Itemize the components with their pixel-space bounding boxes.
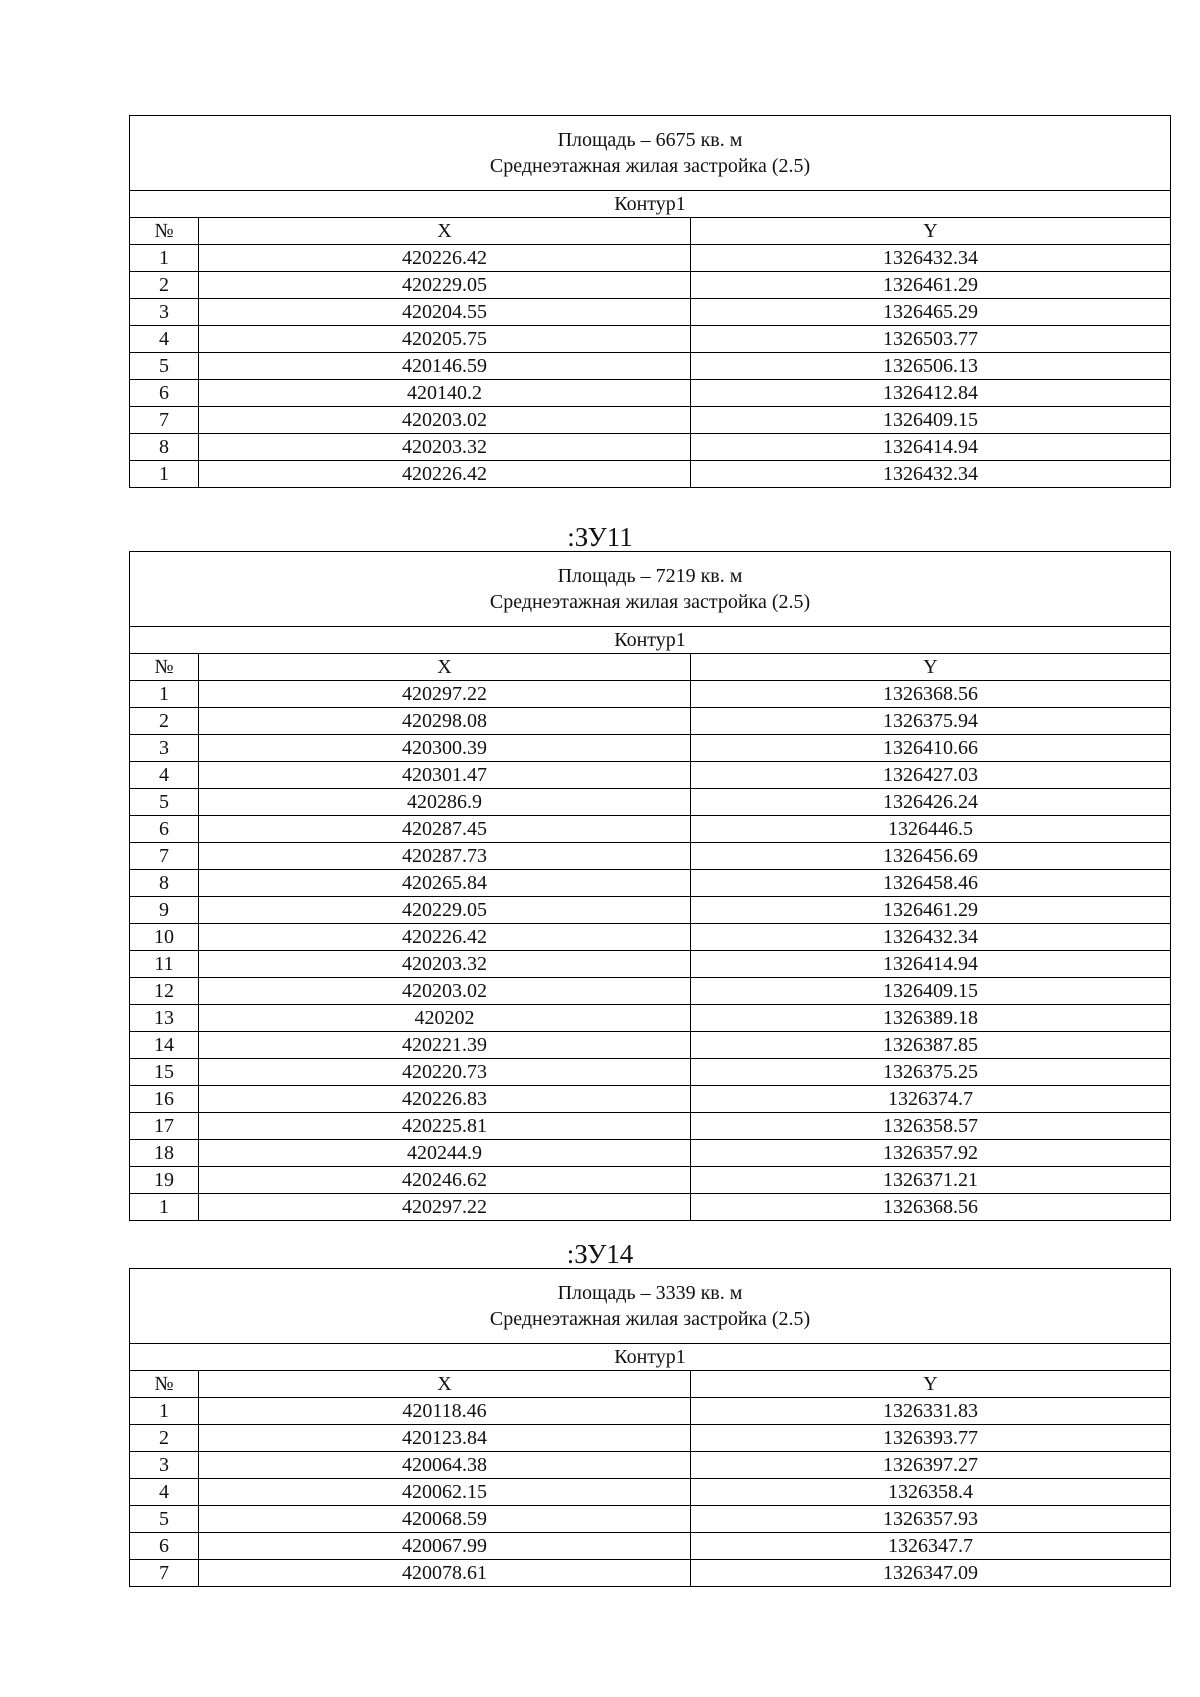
- x-coordinate: 420265.84: [199, 870, 691, 897]
- x-coordinate: 420287.45: [199, 816, 691, 843]
- y-coordinate: 1326371.21: [691, 1167, 1171, 1194]
- x-coordinate: 420062.15: [199, 1479, 691, 1506]
- x-coordinate: 420202: [199, 1005, 691, 1032]
- x-coordinate: 420064.38: [199, 1452, 691, 1479]
- table-row: [130, 1425, 1171, 1452]
- table-row: [130, 816, 1171, 843]
- y-coordinate: 1326456.69: [691, 843, 1171, 870]
- table-row: [130, 708, 1171, 735]
- column-header-x: X: [199, 654, 691, 681]
- y-coordinate: 1326432.34: [691, 924, 1171, 951]
- y-coordinate: 1326374.7: [691, 1086, 1171, 1113]
- y-coordinate: 1326389.18: [691, 1005, 1171, 1032]
- point-number: 14: [130, 1032, 199, 1059]
- y-coordinate: 1326375.25: [691, 1059, 1171, 1086]
- y-coordinate: 1326427.03: [691, 762, 1171, 789]
- point-number: 8: [130, 434, 199, 461]
- point-number: 1: [130, 681, 199, 708]
- y-coordinate: 1326347.09: [691, 1560, 1171, 1587]
- table-row: [130, 897, 1171, 924]
- table-row: [130, 380, 1171, 407]
- y-coordinate: 1326357.93: [691, 1506, 1171, 1533]
- table-row: [130, 1113, 1171, 1140]
- table-row: [130, 434, 1171, 461]
- column-header-y: Y: [691, 218, 1171, 245]
- y-coordinate: 1326446.5: [691, 816, 1171, 843]
- table-row: [130, 1140, 1171, 1167]
- land-use-text: Среднеэтажная жилая застройка (2.5): [489, 1308, 811, 1330]
- point-number: 1: [130, 461, 199, 488]
- section-title: :ЗУ14: [566, 1239, 634, 1269]
- y-coordinate: 1326409.15: [691, 407, 1171, 434]
- point-number: 17: [130, 1113, 199, 1140]
- x-coordinate: 420221.39: [199, 1032, 691, 1059]
- table-row: [130, 762, 1171, 789]
- x-coordinate: 420244.9: [199, 1140, 691, 1167]
- table-row: [130, 924, 1171, 951]
- point-number: 13: [130, 1005, 199, 1032]
- table-row: [130, 951, 1171, 978]
- point-number: 3: [130, 299, 199, 326]
- point-number: 5: [130, 789, 199, 816]
- y-coordinate: 1326432.34: [691, 461, 1171, 488]
- x-coordinate: 420068.59: [199, 1506, 691, 1533]
- table-row: [130, 1479, 1171, 1506]
- x-coordinate: 420078.61: [199, 1560, 691, 1587]
- point-number: 3: [130, 1452, 199, 1479]
- table-row: [130, 1533, 1171, 1560]
- y-coordinate: 1326397.27: [691, 1452, 1171, 1479]
- x-coordinate: 420226.42: [199, 245, 691, 272]
- point-number: 3: [130, 735, 199, 762]
- point-number: 8: [130, 870, 199, 897]
- point-number: 6: [130, 1533, 199, 1560]
- x-coordinate: 420123.84: [199, 1425, 691, 1452]
- point-number: 1: [130, 1194, 199, 1221]
- y-coordinate: 1326393.77: [691, 1425, 1171, 1452]
- x-coordinate: 420297.22: [199, 681, 691, 708]
- x-coordinate: 420067.99: [199, 1533, 691, 1560]
- table-header: [130, 116, 1171, 191]
- column-header-row: [130, 1371, 1171, 1398]
- point-number: 9: [130, 897, 199, 924]
- x-coordinate: 420203.02: [199, 978, 691, 1005]
- table-header: [130, 1269, 1171, 1344]
- area-text: Площадь – 3339 кв. м: [557, 1282, 743, 1304]
- point-number: 18: [130, 1140, 199, 1167]
- table-row: [130, 735, 1171, 762]
- point-number: 19: [130, 1167, 199, 1194]
- y-coordinate: 1326358.4: [691, 1479, 1171, 1506]
- table-row: [130, 843, 1171, 870]
- table-header: [130, 552, 1171, 627]
- x-coordinate: 420205.75: [199, 326, 691, 353]
- point-number: 4: [130, 1479, 199, 1506]
- x-coordinate: 420225.81: [199, 1113, 691, 1140]
- table-row: [130, 978, 1171, 1005]
- table-row: [130, 870, 1171, 897]
- x-coordinate: 420203.32: [199, 951, 691, 978]
- land-use-text: Среднеэтажная жилая застройка (2.5): [489, 591, 811, 613]
- table-row: [130, 1452, 1171, 1479]
- y-coordinate: 1326461.29: [691, 272, 1171, 299]
- point-number: 15: [130, 1059, 199, 1086]
- y-coordinate: 1326375.94: [691, 708, 1171, 735]
- column-header-row: [130, 654, 1171, 681]
- y-coordinate: 1326347.7: [691, 1533, 1171, 1560]
- y-coordinate: 1326412.84: [691, 380, 1171, 407]
- y-coordinate: 1326368.56: [691, 1194, 1171, 1221]
- x-coordinate: 420229.05: [199, 897, 691, 924]
- contour-label: Контур1: [130, 1344, 1171, 1371]
- column-header-num: №: [130, 218, 199, 245]
- y-coordinate: 1326503.77: [691, 326, 1171, 353]
- point-number: 6: [130, 380, 199, 407]
- table-row: [130, 1167, 1171, 1194]
- x-coordinate: 420301.47: [199, 762, 691, 789]
- table-row: [130, 789, 1171, 816]
- column-header-x: X: [199, 218, 691, 245]
- x-coordinate: 420220.73: [199, 1059, 691, 1086]
- x-coordinate: 420297.22: [199, 1194, 691, 1221]
- table-row: [130, 1005, 1171, 1032]
- area-text: Площадь – 6675 кв. м: [557, 129, 743, 151]
- table-row: [130, 1086, 1171, 1113]
- point-number: 5: [130, 1506, 199, 1533]
- table-row: [130, 245, 1171, 272]
- x-coordinate: 420226.42: [199, 924, 691, 951]
- y-coordinate: 1326414.94: [691, 951, 1171, 978]
- area-text: Площадь – 7219 кв. м: [557, 565, 743, 587]
- y-coordinate: 1326465.29: [691, 299, 1171, 326]
- land-use-text: Среднеэтажная жилая застройка (2.5): [489, 155, 811, 177]
- contour-label: Контур1: [130, 191, 1171, 218]
- y-coordinate: 1326458.46: [691, 870, 1171, 897]
- point-number: 6: [130, 816, 199, 843]
- y-coordinate: 1326414.94: [691, 434, 1171, 461]
- contour-label: Контур1: [130, 627, 1171, 654]
- table-row: [130, 326, 1171, 353]
- point-number: 7: [130, 407, 199, 434]
- y-coordinate: 1326432.34: [691, 245, 1171, 272]
- coordinates-table-1: [129, 115, 1171, 488]
- column-header-y: Y: [691, 1371, 1171, 1398]
- x-coordinate: 420118.46: [199, 1398, 691, 1425]
- x-coordinate: 420226.83: [199, 1086, 691, 1113]
- coordinates-table-2: [129, 551, 1171, 1221]
- column-header-x: X: [199, 1371, 691, 1398]
- x-coordinate: 420298.08: [199, 708, 691, 735]
- table-row: [130, 272, 1171, 299]
- x-coordinate: 420146.59: [199, 353, 691, 380]
- x-coordinate: 420286.9: [199, 789, 691, 816]
- point-number: 1: [130, 245, 199, 272]
- table-row: [130, 299, 1171, 326]
- point-number: 2: [130, 708, 199, 735]
- y-coordinate: 1326506.13: [691, 353, 1171, 380]
- y-coordinate: 1326461.29: [691, 897, 1171, 924]
- table-row: [130, 1560, 1171, 1587]
- point-number: 5: [130, 353, 199, 380]
- section-title: :ЗУ11: [567, 522, 633, 552]
- x-coordinate: 420229.05: [199, 272, 691, 299]
- table-row: [130, 1059, 1171, 1086]
- table-row: [130, 407, 1171, 434]
- y-coordinate: 1326331.83: [691, 1398, 1171, 1425]
- table-row: [130, 353, 1171, 380]
- x-coordinate: 420140.2: [199, 380, 691, 407]
- point-number: 4: [130, 326, 199, 353]
- y-coordinate: 1326409.15: [691, 978, 1171, 1005]
- column-header-row: [130, 218, 1171, 245]
- table-row: [130, 1506, 1171, 1533]
- y-coordinate: 1326368.56: [691, 681, 1171, 708]
- table-row: [130, 1398, 1171, 1425]
- table-row: [130, 1032, 1171, 1059]
- y-coordinate: 1326358.57: [691, 1113, 1171, 1140]
- point-number: 16: [130, 1086, 199, 1113]
- x-coordinate: 420246.62: [199, 1167, 691, 1194]
- x-coordinate: 420287.73: [199, 843, 691, 870]
- x-coordinate: 420204.55: [199, 299, 691, 326]
- point-number: 1: [130, 1398, 199, 1425]
- point-number: 7: [130, 1560, 199, 1587]
- y-coordinate: 1326357.92: [691, 1140, 1171, 1167]
- table-row: [130, 1194, 1171, 1221]
- column-header-y: Y: [691, 654, 1171, 681]
- y-coordinate: 1326410.66: [691, 735, 1171, 762]
- point-number: 4: [130, 762, 199, 789]
- x-coordinate: 420300.39: [199, 735, 691, 762]
- point-number: 12: [130, 978, 199, 1005]
- x-coordinate: 420203.32: [199, 434, 691, 461]
- coordinates-table-3: [129, 1268, 1171, 1587]
- point-number: 2: [130, 1425, 199, 1452]
- column-header-num: №: [130, 654, 199, 681]
- point-number: 2: [130, 272, 199, 299]
- point-number: 7: [130, 843, 199, 870]
- x-coordinate: 420203.02: [199, 407, 691, 434]
- table-row: [130, 681, 1171, 708]
- y-coordinate: 1326387.85: [691, 1032, 1171, 1059]
- point-number: 11: [130, 951, 199, 978]
- x-coordinate: 420226.42: [199, 461, 691, 488]
- table-row: [130, 461, 1171, 488]
- column-header-num: №: [130, 1371, 199, 1398]
- point-number: 10: [130, 924, 199, 951]
- y-coordinate: 1326426.24: [691, 789, 1171, 816]
